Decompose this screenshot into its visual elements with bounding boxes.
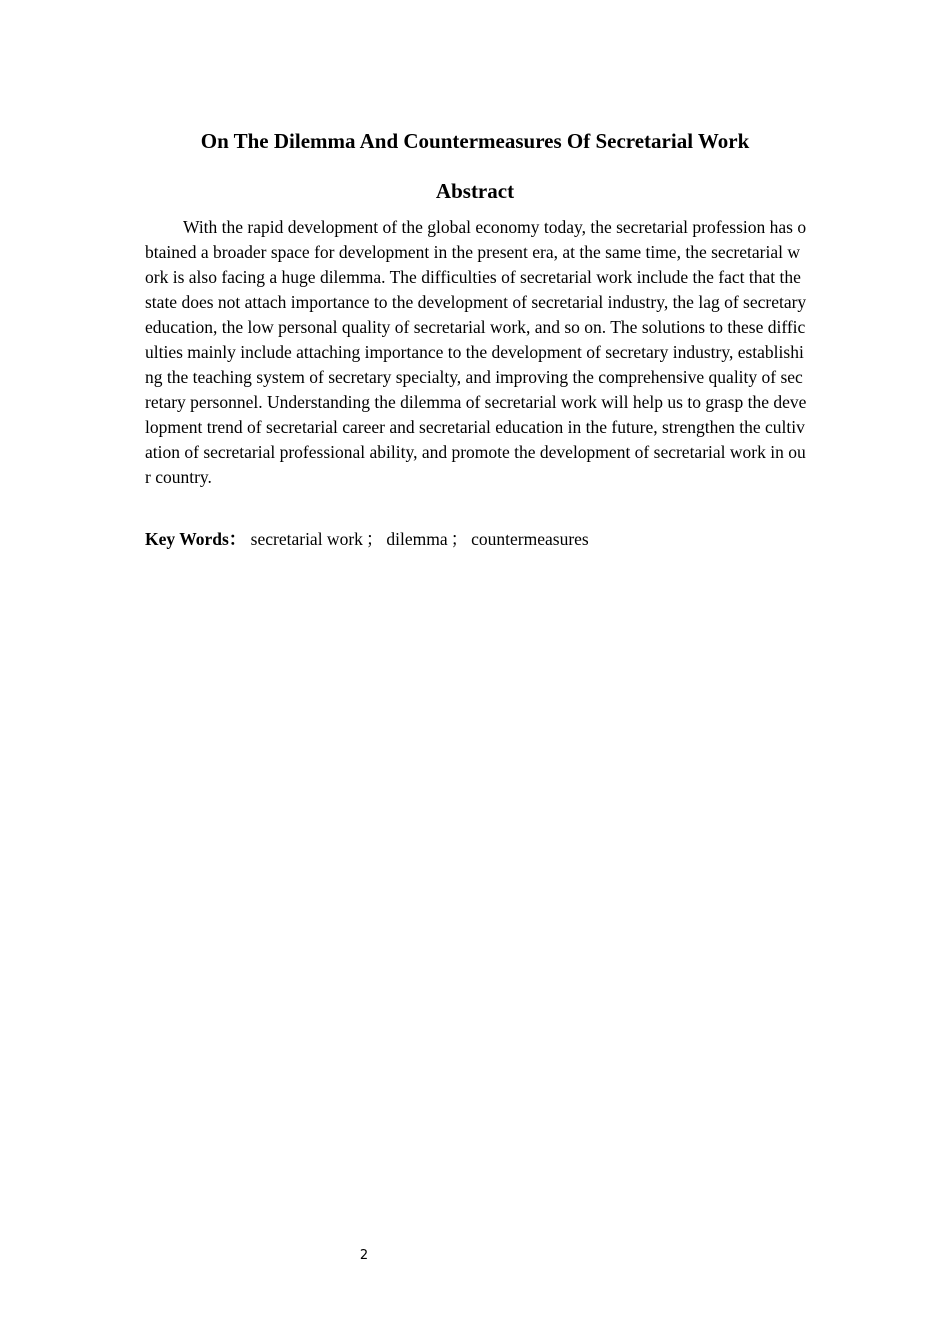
document-title: On The Dilemma And Countermeasures Of Secretarial Work: [200, 129, 750, 153]
keyword-separator: ；: [450, 529, 469, 549]
keyword-item: countermeasures: [471, 529, 589, 549]
keywords-line: [145, 527, 807, 552]
keyword-separator: ；: [365, 529, 384, 549]
keyword-item: dilemma: [386, 529, 448, 549]
page-number: 2: [359, 1248, 369, 1263]
abstract-heading: Abstract: [435, 179, 515, 203]
keywords-label: Key Words：: [145, 529, 247, 549]
keyword-item: secretarial work: [250, 529, 363, 549]
abstract-paragraph: With the rapid development of the global economy today, the secretarial profession has obtained a broader space for development in the present era, at the same time, the secretarial work is also facing a huge dilemma. The difficulties of secretarial work include the fact that the state does not attach importance to the development of secretarial industry, the lag of secretary education, the low personal quality of secretarial work, and so on. The solutions to these difficulties mainly include attaching importance to the development of secretary industry, establishing the teaching system of secretary specialty, and improving the comprehensive quality of secretary personnel. Understanding the dilemma of secretarial work will help us to grasp the development trend of secretarial career and secretarial education in the future, strengthen the cultivation of secretarial professional ability, and promote the development of secretarial work in our country.: [145, 217, 807, 487]
